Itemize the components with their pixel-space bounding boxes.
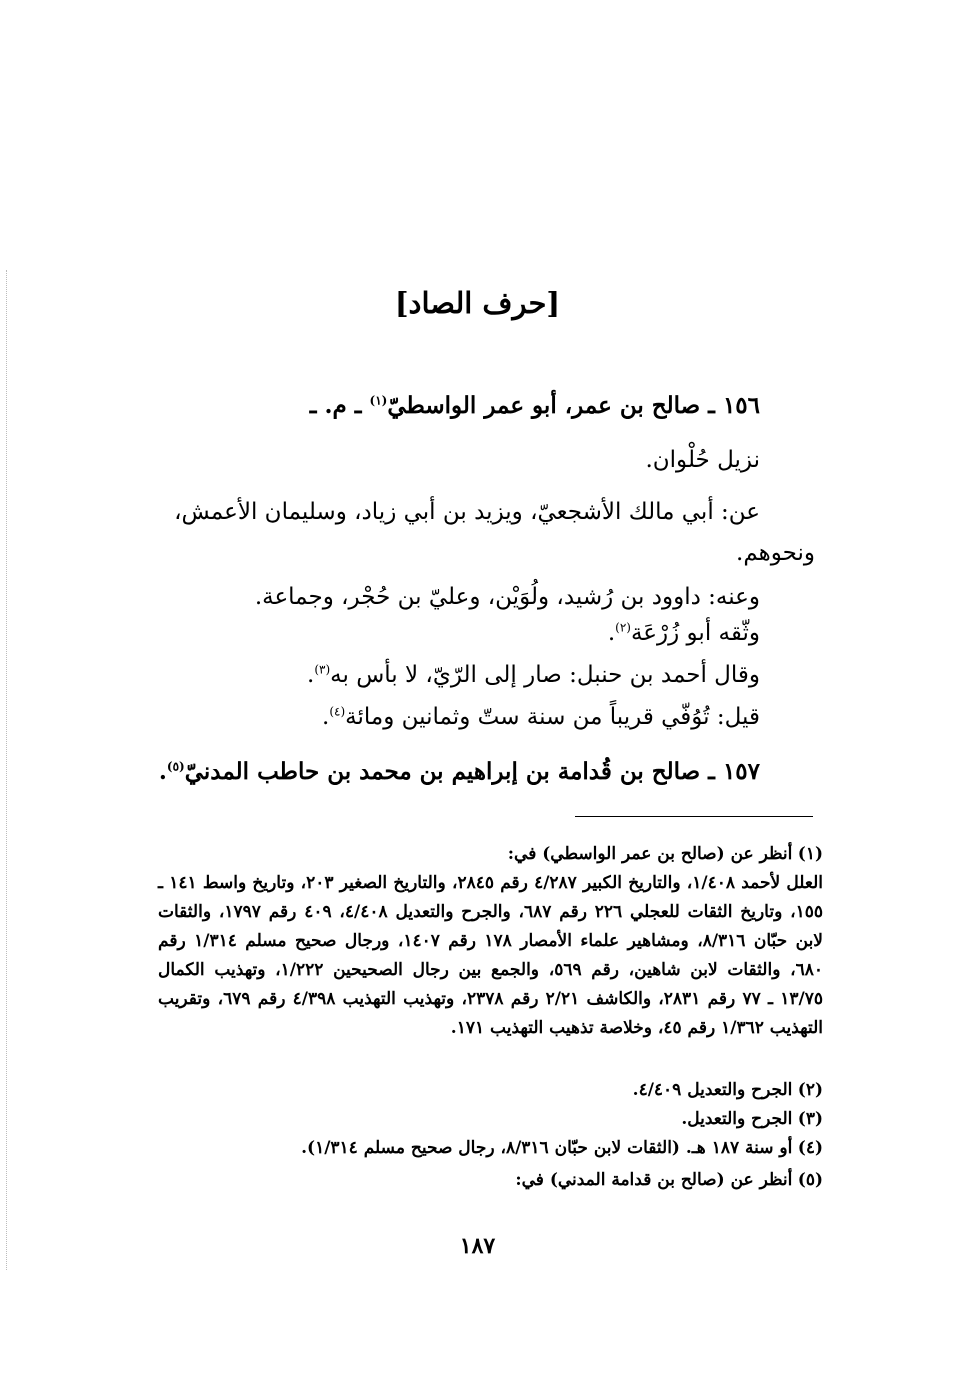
footnote-ref-2[interactable]: (٢) bbox=[615, 620, 631, 635]
entry-156-heading-tail: ـ م. ـ bbox=[309, 392, 370, 419]
footnote-3-text: الجرح والتعديل. bbox=[681, 1109, 793, 1129]
entry-156-heading bbox=[120, 392, 760, 419]
entry-157-heading-tail: . bbox=[158, 758, 167, 785]
footnote-ref-5[interactable]: (٥) bbox=[166, 759, 185, 774]
footnote-ref-1[interactable]: (١) bbox=[369, 393, 388, 408]
footnote-5 bbox=[131, 1166, 823, 1195]
footnote-5-number: (٥) bbox=[797, 1170, 823, 1190]
entry-156-ahmad-tail: . bbox=[307, 662, 315, 688]
footnote-3-number: (٣) bbox=[797, 1109, 823, 1129]
entry-156-heading-text: ١٥٦ ـ صالح بن عمر، أبو عمر الواسطيّ bbox=[387, 392, 760, 419]
footnote-1-body: العلل لأحمد ١/٤٠٨، والتاريخ الكبير ٤/٢٨٧ رقم ٢٨٤٥، والتاريخ الصغير ٢٠٣، وتاريخ واسط ١٤١ ـ ١٥٥، وتاريخ الثقات للعجلي ٢٢٦ رقم ٦٨٧، والجرح والتعديل ٤/٤٠٨، ٤٠٩ رقم ١٧٩٧، والثقات لابن حبّان ٨/٣١٦، ومشاهير علماء الأمصار ١٧٨ رقم ١٤٠٧، ورجال صحيح مسلم ١/٣١٤ رقم ٦٨٠، والثقات لابن شاهين، رقم ٥٦٩، والجمع بين رجال الصحيحين ١/٢٢٢، وتهذيب الكمال ١٣/٧٥ ـ ٧٧ رقم ٢٨٣١، والكاشف ٢/٢١ رقم ٢٣٧٨، وتهذيب التهذيب ٤/٣٩٨ رقم ٦٧٩، وتقريب التهذيب ١/٣٦٢ رقم ٤٥، وخلاصة تذهيب التهذيب ١٧١. bbox=[158, 873, 824, 1038]
page-number: ١٨٧ bbox=[459, 1233, 496, 1259]
footnote-2-number: (٢) bbox=[797, 1080, 823, 1100]
entry-157-heading bbox=[120, 758, 760, 785]
chapter-title: [حرف الصاد] bbox=[394, 286, 561, 320]
footnote-4-text: أو سنة ١٨٧ هـ. (الثقات لابن حبّان ٨/٣١٦، رجال صحيح مسلم ١/٣١٤). bbox=[301, 1138, 793, 1158]
footnote-2 bbox=[131, 1076, 823, 1105]
footnote-separator bbox=[575, 816, 813, 817]
scan-edge-marks bbox=[6, 270, 9, 1270]
entry-156-teachers: عن: أبي مالك الأشجعيّ، ويزيد بن أبي زياد، وسليمان الأعمش، bbox=[174, 499, 760, 525]
entry-156-death-text: قيل: تُوُفّي قريباً من سنة ستّ وثمانين ومائة bbox=[345, 704, 760, 730]
footnote-5-text: أنظر عن (صالح بن قدامة المدني) في: bbox=[515, 1170, 793, 1190]
entry-156-ahmad-quote bbox=[120, 662, 760, 688]
entry-156-ahmad-text: وقال أحمد بن حنبل: صار إلى الرّيّ، لا بأس به bbox=[330, 662, 760, 688]
entry-156-death bbox=[120, 704, 760, 730]
footnote-1-title bbox=[131, 840, 823, 869]
footnote-ref-3[interactable]: (٣) bbox=[314, 662, 331, 677]
entry-156-trust-tail: . bbox=[607, 620, 616, 646]
entry-156-death-tail: . bbox=[322, 704, 330, 730]
entry-156-students: وعنه: داوود بن رُشيد، ولُوَيْن، وعليّ بن حُجْر، وجماعة. bbox=[254, 584, 760, 610]
footnote-3 bbox=[131, 1105, 823, 1134]
entry-157-heading-text: ١٥٧ ـ صالح بن قُدامة بن إبراهيم بن محمد بن حاطب المدنيّ bbox=[184, 758, 760, 785]
footnote-4-number: (٤) bbox=[797, 1138, 823, 1158]
entry-156-teachers-cont: ونحوهم. bbox=[736, 540, 815, 566]
entry-156-residence: نزيل حُلْوان. bbox=[645, 447, 760, 473]
footnote-1-number: (١) bbox=[797, 844, 823, 864]
footnote-1-references bbox=[158, 869, 823, 1043]
footnote-ref-4[interactable]: (٤) bbox=[329, 704, 346, 719]
footnote-1-text: أنظر عن (صالح بن عمر الواسطي) في: bbox=[507, 844, 793, 864]
entry-156-trust-text: وثّقه أبو زُرْعَة bbox=[630, 620, 760, 646]
entry-156-trust bbox=[120, 620, 760, 646]
footnote-2-text: الجرح والتعديل ٤/٤٠٩. bbox=[632, 1080, 793, 1100]
footnote-4 bbox=[131, 1134, 823, 1163]
